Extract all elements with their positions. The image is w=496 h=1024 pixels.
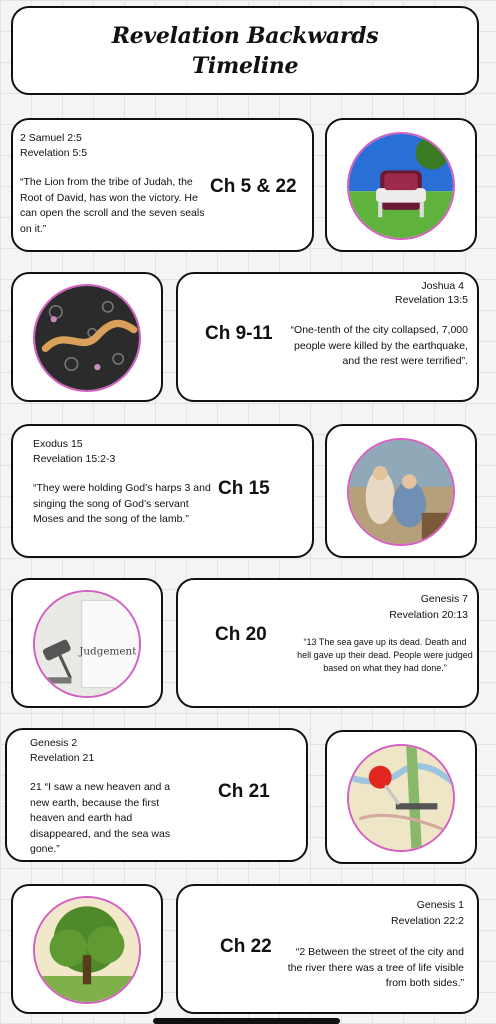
card-reference-2: Revelation 20:13 <box>389 609 468 621</box>
judgement-gavel-image <box>33 590 141 698</box>
card-reference-2: Revelation 5:5 <box>20 147 88 159</box>
card-chapter: Ch 22 <box>220 936 272 957</box>
image-card-ch15 <box>325 424 477 558</box>
card-reference-1: Genesis 2 <box>30 737 78 749</box>
card-quote: “The Lion from the tribe of Judah, the Root of David, has won the victory. He can open the scroll and the seven seals on it.” <box>20 176 205 235</box>
card-reference-1: Genesis 7 <box>420 593 468 605</box>
card-reference-1: 2 Samuel 2:5 <box>20 132 82 144</box>
timeline-card-ch9 <box>176 272 479 402</box>
judgement-image-text: Judgement <box>79 645 137 658</box>
card-reference-1: Exodus 15 <box>33 438 83 450</box>
jerusalem-map-pin-image <box>347 744 455 852</box>
card-chapter: Ch 5 & 22 <box>210 176 297 197</box>
page-title-line-2: Timeline <box>191 52 299 79</box>
classical-painting-image <box>347 438 455 546</box>
card-chapter: Ch 15 <box>218 478 270 499</box>
card-quote: “One-tenth of the city collapsed, 7,000 people were killed by the earthquake, and the rest were terrified”. <box>290 324 468 367</box>
home-indicator-bar[interactable] <box>153 1018 340 1024</box>
card-reference-2: Revelation 15:2-3 <box>33 453 116 465</box>
card-chapter: Ch 21 <box>218 781 270 802</box>
image-card-ch22 <box>11 884 163 1014</box>
card-chapter: Ch 9-11 <box>205 323 273 344</box>
timeline-card-ch5 <box>11 118 314 252</box>
image-card-ch9 <box>11 272 163 402</box>
card-reference-1: Joshua 4 <box>421 280 464 292</box>
timeline-card-ch15 <box>11 424 314 558</box>
card-reference-1: Genesis 1 <box>416 899 464 911</box>
card-reference-2: Revelation 21 <box>30 752 95 764</box>
royal-throne-image <box>347 132 455 240</box>
card-reference-2: Revelation 13:5 <box>395 294 468 306</box>
image-card-ch20 <box>11 578 163 708</box>
title-card <box>11 6 479 95</box>
card-quote: “They were holding God’s harps 3 and singing the song of God’s servant Moses and the song of the lamb.” <box>33 482 211 525</box>
card-quote: 21 “I saw a new heaven and a new earth, because the first heaven and earth had disappeared, and the sea was gone.” <box>30 781 171 855</box>
tree-of-life-image <box>33 896 141 1004</box>
card-quote: “2 Between the street of the city and the river there was a tree of life visible from both sides.” <box>287 946 464 989</box>
timeline-card-ch20 <box>176 578 479 708</box>
card-quote: “13 The sea gave up its dead. Death and hell gave up their dead. People were judged based on what they had done.” <box>297 637 473 673</box>
timeline-card-ch21 <box>5 728 308 862</box>
page-title-line-1: Revelation Backwards <box>111 22 379 49</box>
timeline-card-ch22 <box>176 884 479 1014</box>
image-card-ch21 <box>325 730 477 864</box>
card-chapter: Ch 20 <box>215 624 267 645</box>
golden-serpent-image <box>33 284 141 392</box>
card-reference-2: Revelation 22:2 <box>391 915 464 927</box>
image-card-ch5 <box>325 118 477 252</box>
